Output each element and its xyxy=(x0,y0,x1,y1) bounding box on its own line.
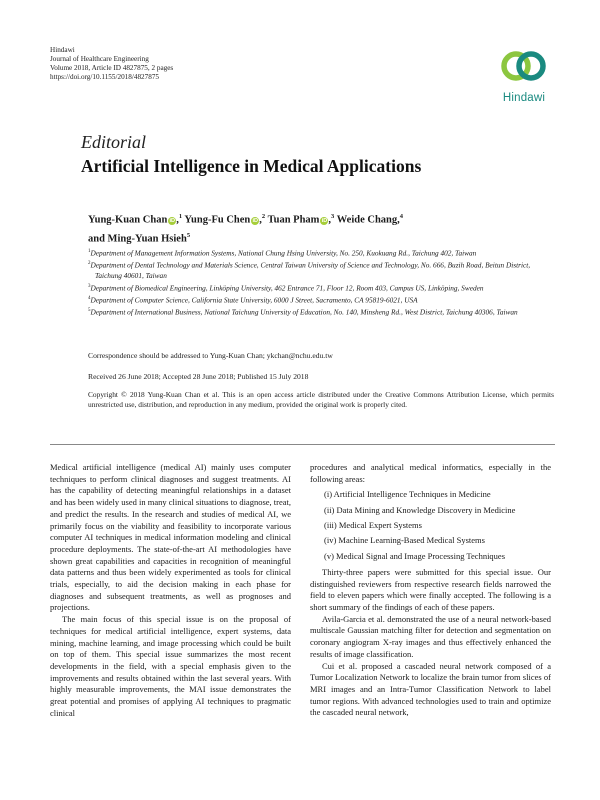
doi-link[interactable]: https://doi.org/10.1155/2018/4827875 xyxy=(50,73,160,81)
author-affiliation-mark: 5 xyxy=(186,231,191,239)
affiliation: $^1$Department of Management Information Systems, National Chung Hsing University, No. 250, Kuokuang Rd., Taichung 402, Taiwan xyxy=(88,248,477,258)
affiliation-list xyxy=(88,247,556,318)
author-name: Tuan Pham xyxy=(267,214,320,226)
list-item: (i) Artificial Intelligence Techniques in Medicine xyxy=(324,489,491,500)
journal-name: Journal of Healthcare Engineering xyxy=(50,55,149,63)
affiliation: $^5$Department of International Business, National Taichung University of Education, No. 140, Minsheng Rd., West District, Taichung 40306, Taiwan xyxy=(88,307,518,317)
body-paragraph: Avila-Garcia et al. demonstrated the use of a neural network-based multiscale Gaussian matching filter for detection and segmentation on coronary angiogram X-ray images and thus effectively enhanced the results of image classification. xyxy=(310,613,551,659)
body-paragraph: Cui et al. proposed a cascaded neural network composed of a Tumor Localization Network to localize the brain tumor from slices of MRI images and an Intra-Tumor Classification Network to label tumor regions. With advanced technologies used to train and optimize the cascaded neural network, xyxy=(310,660,551,718)
volume-line: Volume 2018, Article ID 4827875, 2 pages xyxy=(50,64,174,72)
body-paragraph: The main focus of this special issue is on the proposal of techniques for medical artificial intelligence, expert systems, data mining, machine learning, and image processing which could be built on top of them. This special issue summarizes the most recent developments in the field, with a special emphasis given to the improvements and results obtained within the last several years. With highly measurable improvements, the MAI issue demonstrates the great potential and promises of applying AI techniques to pragmatic clinical xyxy=(50,614,291,718)
body-paragraph: Thirty-three papers were submitted for this special issue. Our distinguished reviewers from respective research fields narrowed the field to eleven papers which were finally accepted. The following is a short summary of the findings of each of these papers. xyxy=(310,566,551,612)
author-name: Yung-Fu Chen xyxy=(184,214,251,226)
author-name: Weide Chang, xyxy=(336,214,400,226)
hindawi-logo-text: Hindawi xyxy=(502,92,546,104)
copyright-notice: Copyright © 2018 Yung-Kuan Chan et al. This is an open access article distributed under the Creative Commons Attribution License, which permits unrestricted use, distribution, and reproduction in any medium, provided the original work is properly cited. xyxy=(88,390,554,409)
affiliation: $^4$Department of Computer Science, California State University, 6000 J Street, Sacramento, CA 95819-6021, USA xyxy=(88,295,418,305)
journal-meta xyxy=(50,46,173,82)
author-name: and Ming-Yuan Hsieh xyxy=(88,233,187,244)
orcid-icon[interactable]: iD xyxy=(252,217,259,224)
article-type: Editorial xyxy=(81,132,147,152)
list-item: (iv) Machine Learning-Based Medical Systems xyxy=(324,535,485,546)
orcid-icon[interactable]: iD xyxy=(169,217,176,224)
orcid-icon[interactable]: iD xyxy=(321,217,328,224)
body-column-left xyxy=(50,462,291,719)
publication-dates: Received 26 June 2018; Accepted 28 June 2018; Published 15 July 2018 xyxy=(88,372,309,381)
author-list: Yung-Kuan Chan iD,$^1$ Yung-Fu Chen iD,$^2$ Tuan Pham iD,$^3$ Weide Chang,$^4$ and Ming-Yuan Hsieh$^5$ xyxy=(88,213,403,244)
author-affiliation-mark: 1 xyxy=(178,213,183,220)
author-affiliation-mark: 2 xyxy=(261,213,266,220)
section-divider xyxy=(50,444,555,445)
list-item: (v) Medical Signal and Image Processing Techniques xyxy=(324,550,506,561)
affiliation: $^3$Department of Biomedical Engineering, Linköping University, 462 Entrance 71, Floor 12, Room 403, Campus US, Linköping, Sweden xyxy=(88,283,484,293)
body-paragraph: procedures and analytical medical informatics, especially in the following areas: xyxy=(310,462,551,484)
author-affiliation-mark: 3 xyxy=(331,213,335,220)
affiliation: $^2$Department of Dental Technology and Materials Science, Central Taiwan University of Science and Technology, No. 666, Buzih Road, Beitun District, Taichung 40601, Taiwan xyxy=(88,260,531,281)
article-title: Artificial Intelligence in Medical Applications xyxy=(81,156,422,176)
author-affiliation-mark: 4 xyxy=(399,213,403,220)
author-name: Yung-Kuan Chan xyxy=(88,214,168,226)
body-paragraph: Medical artificial intelligence (medical AI) mainly uses computer techniques to perform clinical diagnoses and suggest treatments. AI has the capability of detecting meaningful relationships in a dataset and has been widely used in many clinical situations to diagnose, treat, and predict the results. In the research and studies of medical AI, we primarily focus on the viability and feasibility to incorporate various computer AI techniques in medical information modeling and clinical procedure deployments. The state-of-the-art AI methodologies have shown great capabilities and capacities in recognition of meaningful data patterns and thus been widely experimented as tools for clinical trials, especially, to aid the decision making in each phase for diagnoses and subsequent treatments, as well as prognoses and projections. xyxy=(50,462,292,613)
list-item: (ii) Data Mining and Knowledge Discovery in Medicine xyxy=(324,504,516,515)
body-column-right xyxy=(310,462,551,719)
topic-list xyxy=(310,487,551,563)
publisher-name: Hindawi xyxy=(50,46,75,54)
list-item: (iii) Medical Expert Systems xyxy=(324,520,422,530)
correspondence-line: Correspondence should be addressed to Yung-Kuan Chan; ykchan@nchu.edu.tw xyxy=(88,351,333,360)
